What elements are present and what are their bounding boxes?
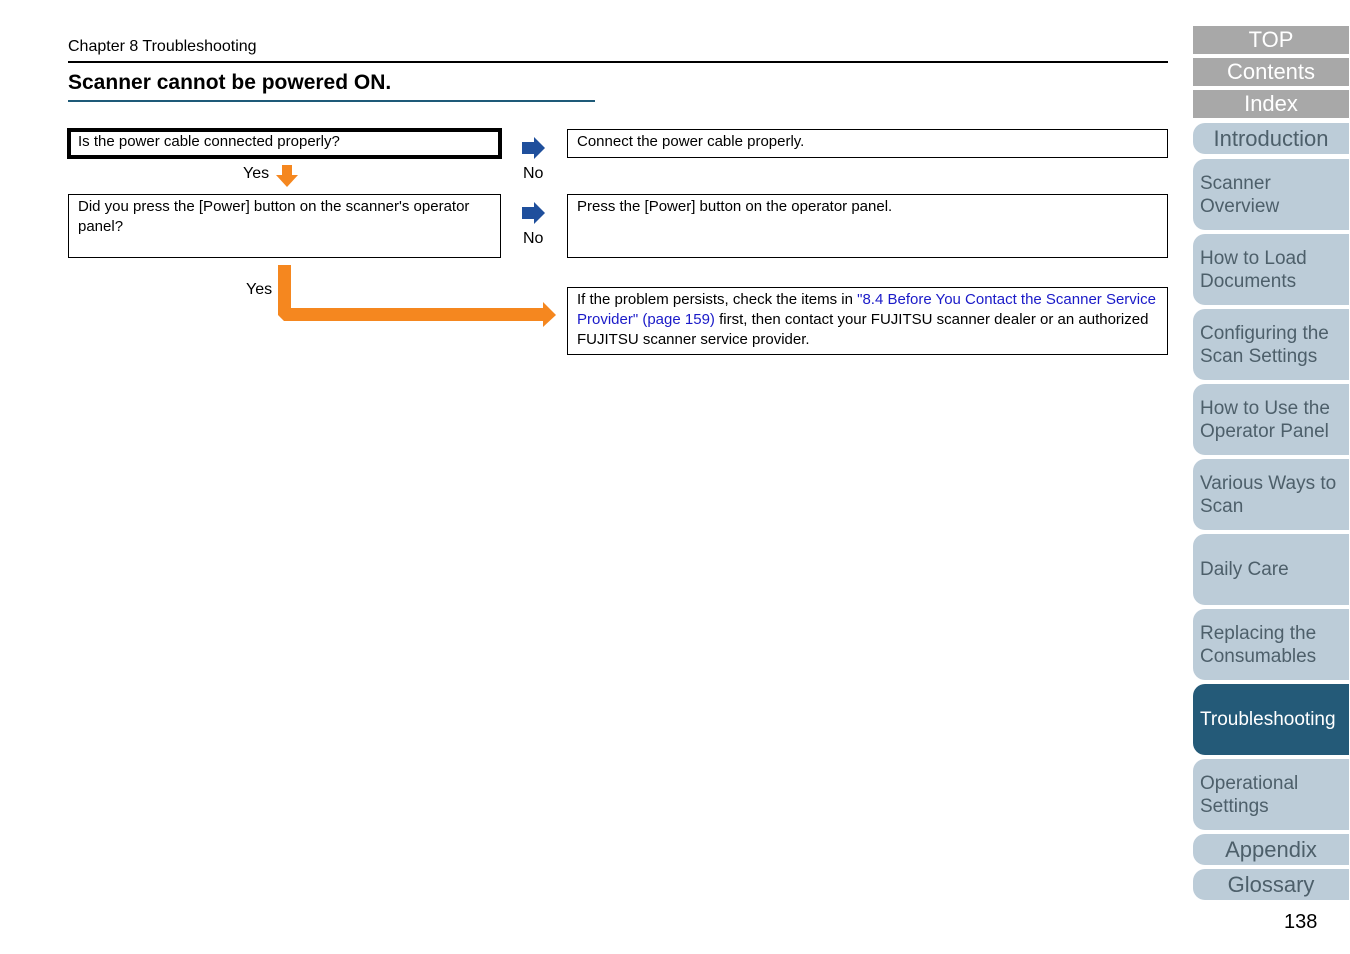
page-title: Scanner cannot be powered ON.	[68, 71, 392, 94]
yes-label-2: Yes	[246, 281, 273, 298]
no-label-1: No	[523, 165, 544, 182]
question-1-text: Is the power cable connected properly?	[78, 133, 340, 150]
nav-tab-introduction[interactable]: Introduction	[1193, 123, 1349, 154]
no-arrow-icon	[522, 202, 546, 226]
no-arrow-icon	[522, 137, 546, 161]
service-provider-link[interactable]: "8.4 Before You Contact the Scanner Service Provider" (page 159)	[577, 291, 1156, 328]
answer-1-text: Connect the power cable properly.	[577, 133, 805, 150]
title-underline	[68, 100, 595, 102]
yes-arrow-down-icon	[276, 165, 298, 187]
answer-3-box	[567, 287, 1168, 355]
nav-top-button[interactable]: TOP	[1193, 26, 1349, 54]
nav-tab-glossary[interactable]: Glossary	[1193, 869, 1349, 900]
answer-3-prefix: If the problem persists, check the items in	[577, 291, 858, 308]
answer-2-text: Press the [Power] button on the operator panel.	[577, 198, 893, 215]
nav-tab-operator-panel[interactable]: How to Use the Operator Panel	[1193, 384, 1349, 455]
nav-tab-consumables[interactable]: Replacing the Consumables	[1193, 609, 1349, 680]
question-2-text: Did you press the [Power] button on the scanner's operator panel?	[78, 198, 470, 235]
answer-2-box	[567, 194, 1168, 258]
yes-elbow-arrow-icon	[278, 265, 558, 327]
nav-index-button[interactable]: Index	[1193, 90, 1349, 118]
nav-tab-appendix[interactable]: Appendix	[1193, 834, 1349, 865]
chapter-label: Chapter 8 Troubleshooting	[68, 38, 257, 55]
page-number: 138	[1284, 911, 1318, 933]
nav-tab-daily-care[interactable]: Daily Care	[1193, 534, 1349, 605]
answer-1-box	[567, 129, 1168, 158]
answer-3-suffix: first, then contact your FUJITSU scanner dealer or an authorized FUJITSU scanner service provider.	[577, 311, 1149, 348]
no-label-2: No	[523, 230, 544, 247]
header-rule	[68, 61, 1168, 63]
nav-tab-troubleshooting[interactable]: Troubleshooting	[1193, 684, 1349, 755]
nav-tab-scanner-overview[interactable]: Scanner Overview	[1193, 159, 1349, 230]
question-1-box	[67, 128, 502, 159]
nav-tab-operational-settings[interactable]: Operational Settings	[1193, 759, 1349, 830]
yes-label-1: Yes	[243, 165, 270, 182]
nav-contents-button[interactable]: Contents	[1193, 58, 1349, 86]
nav-tab-scan-settings[interactable]: Configuring the Scan Settings	[1193, 309, 1349, 380]
question-2-box	[68, 194, 501, 258]
nav-tab-load-documents[interactable]: How to Load Documents	[1193, 234, 1349, 305]
nav-tab-ways-to-scan[interactable]: Various Ways to Scan	[1193, 459, 1349, 530]
